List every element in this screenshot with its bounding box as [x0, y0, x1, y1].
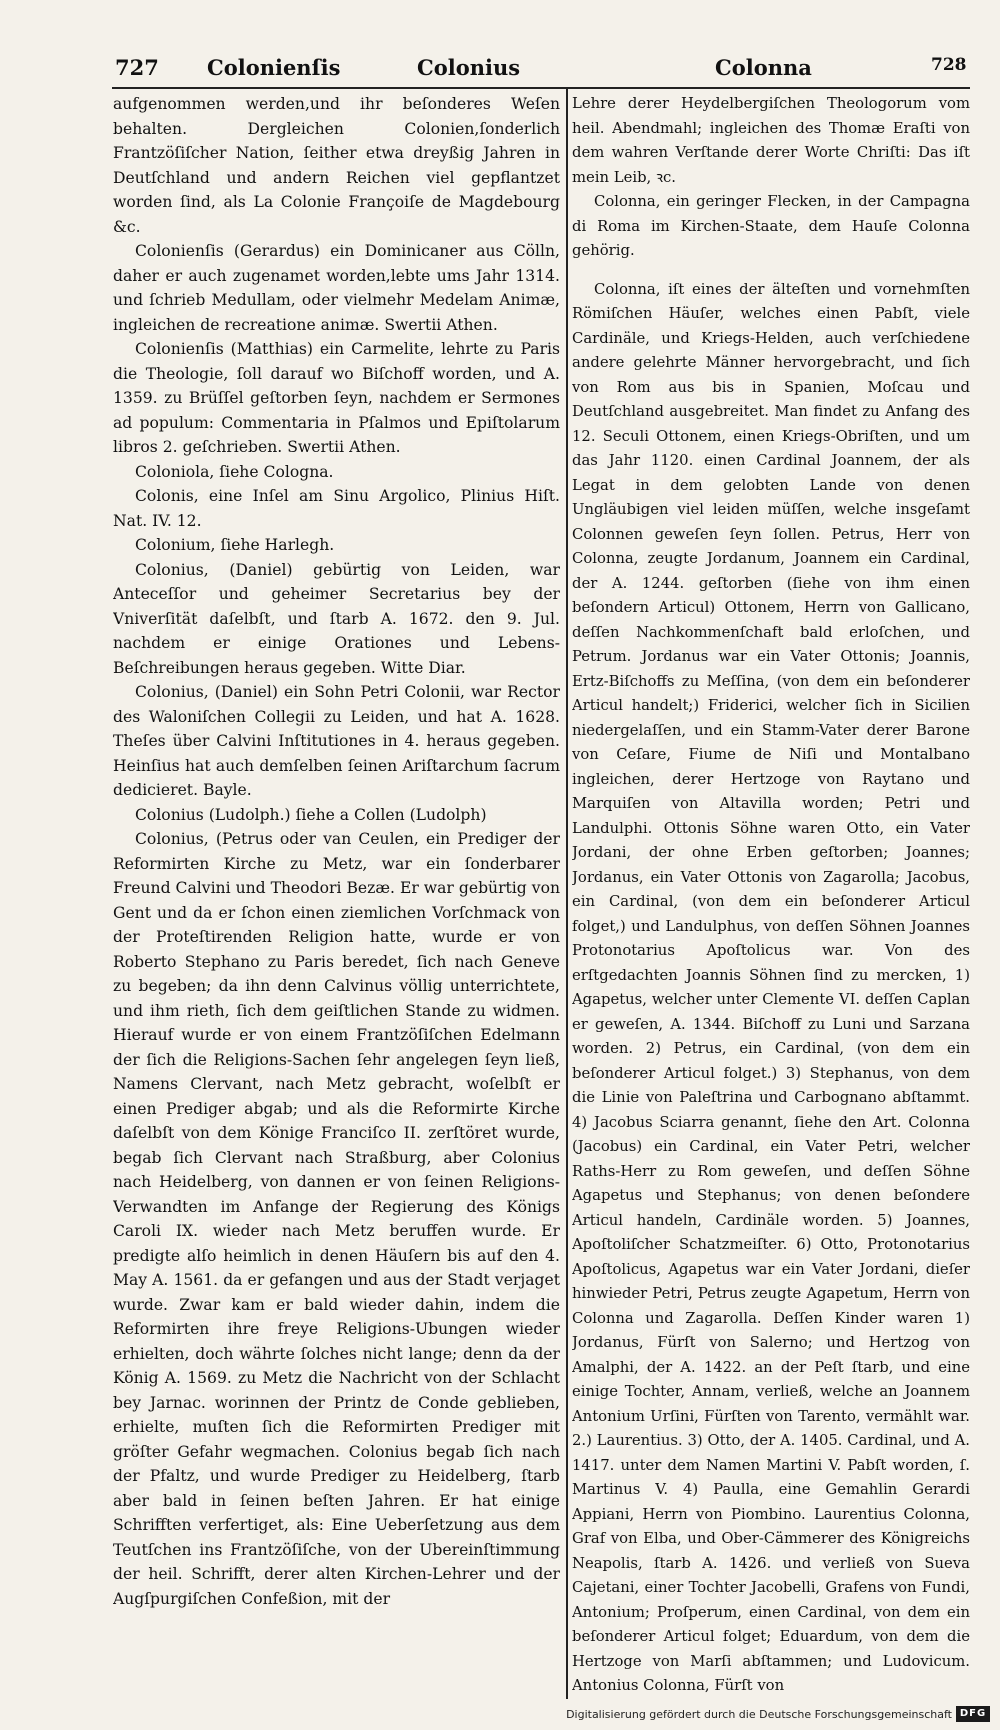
page-number-left: 727 [115, 55, 159, 80]
entry-colonius-daniel-2: Colonius, (Daniel) ein Sohn Petri Colonii, war Rector des Waloniſchen Collegii zu Leiden, und hat A. 1628. Theſes über Calvini Inſtitutiones in 4. heraus gegeben. Heinſius hat auch demſelben ſeinen Ariſtarchum ſacrum dedicieret. Bayle. [113, 683, 560, 799]
page-number-right: 728 [931, 55, 967, 75]
entry-colonium: Colonium, ſiehe Harlegh. [135, 536, 335, 554]
right-column [572, 92, 970, 1700]
entry-colonna-flecken: Colonna, ein geringer Flecken, in der Campagna di Roma im Kirchen-Staate, dem Hauſe Colonna gehörig. [572, 193, 970, 259]
left-column [113, 92, 560, 1700]
header-rule [112, 87, 970, 89]
footer-credit: Digitalisierung gefördert durch die Deutsche Forschungsgemeinschaft [566, 1707, 952, 1721]
header-catchword-center: Colonius [417, 55, 521, 80]
entry-colonius-ludolph: Colonius (Ludolph.) ſiehe a Collen (Ludolph) [135, 805, 487, 824]
entry-colonius-petrus: Colonius, (Petrus oder van Ceulen, ein Prediger der Reformirten Kirche zu Metz, war ein ſonderbarer Freund Calvini und Theodori Bezæ. Er war gebürtig von Gent und da er ſchon einen ziemlichen Vorſchmack von der Proteſtirenden Religion hatte, wurde er von Roberto Stephano zu Paris beredet, ſich nach Geneve zu begeben; da ihn denn Calvinus völlig unterrichtete, und ihm rieth, ſich dem geiſtlichen Stande zu widmen. Hierauf wurde er von einem Frantzöſiſchen Edelmann der ſich die Religions-Sachen ſehr angelegen ſeyn ließ, Namens Clervant, nach Metz gebracht, woſelbſt er einen Prediger abgab; und als die Reformirte Kirche daſelbſt von dem Könige Franciſco II. zerſtöret wurde, begab ſich Clervant nach Straßburg, aber Colonius nach Heidelberg, von dannen er von ſeinen Religions-Verwandten im Anfange der Regierung des Königs Caroli IX. wieder nach Metz beruffen wurde. Er predigte alſo heimlich in denen Häuſern bis auf den 4. May A. 1561. da er gefangen und aus der Stadt verjaget wurde. Zwar kam er bald wieder dahin, indem die Reformirten ihre freye Religions-Ubungen wieder erhielten, doch währte ſolches nicht lange; denn da der König A. 1569. zu Metz die Nachricht von der Schlacht bey Jarnac. worinnen der Printz de Conde geblieben, erhielte, muſten ſich die Reformirten Prediger mit gröſter Gefahr wegmachen. Colonius begab ſich nach der Pfaltz, und wurde Prediger zu Heidelberg, ſtarb aber bald in ſeinen beſten Jahren. Er hat einige Schrifften verfertiget, als: Eine Ueberſetzung aus dem Teutſchen ins Frantzöſiſche, von der Ubereinſtimmung der heil. Schrifft, derer alten Kirchen-Lehrer und der Augſpurgiſchen Confeßion, mit der [113, 830, 560, 1608]
digitization-footer [566, 1704, 990, 1724]
right-paragraph: Lehre derer Heydelbergiſchen Theologorum vom heil. Abendmahl; ingleichen des Thomæ Eraſti von dem wahren Verſtande derer Worte Chriſti: Das iſt mein Leib, ꝛc. [572, 95, 970, 186]
entry-coloniola: Coloniola, ſiehe Cologna. [135, 462, 334, 481]
left-paragraph: aufgenommen werden,und ihr beſonderes Weſen behalten. Dergleichen Colonien,ſonderlich Frantzöſiſcher Nation, ſeither etwa dreyßig Jahren in Deutſchland und andern Reichen viel gepflantzet worden ſind, als La Colonie Françoiſe de Magdebourg &c. [113, 95, 560, 236]
header-catchword-left: Colonienſis [207, 55, 341, 80]
entry-gerardus: Colonienſis (Gerardus) ein Dominicaner aus Cölln, daher er auch zugenamet worden,lebte ums Jahr 1314. und ſchrieb Medullam, oder vielmehr Medelam Animæ, ingleichen de recreatione animæ. Swertii Athen. [113, 242, 560, 334]
entry-colonna-haus: Colonna, iſt eines der älteſten und vornehmſten Römiſchen Häuſer, welches einen Pabſt, viele Cardinäle, und Kriegs-Helden, auch verſchiedene andere gelehrte Männer hervorgebracht, und ſich von Rom aus bis in Spanien, Moſcau und Deutſchland ausgebreitet. Man findet zu Anfang des 12. Seculi Ottonem, einen Kriegs-Obriſten, und um das Jahr 1120. einen Cardinal Joannem, der als Legat in dem gelobten Lande von denen Ungläubigen viel leiden müſſen, welche insgeſamt Colonnen geweſen ſeyn ſollen. Petrus, Herr von Colonna, zeugte Jordanum, Joannem ein Cardinal, der A. 1244. geſtorben (ſiehe von ihm einen beſondern Articul) Ottonem, Herrn von Gallicano, deſſen Nachkommenſchaft bald erloſchen, und Petrum. Jordanus war ein Vater Ottonis; Joannis, Ertz-Biſchoffs zu Meſſina, (von dem ein beſonderer Articul handelt;) Friderici, welcher ſich in Sicilien niedergelaſſen, und ein Stamm-Vater derer Barone von Ceſare, Fiume de Niſi und Montalbano ingleichen, derer Hertzoge von Raytano und Marquiſen von Altavilla worden; Petri und Landulphi. Ottonis Söhne waren Otto, ein Vater Jordani, der ohne Erben geſtorben; Joannes; Jordanus, ein Vater Ottonis von Zagarolla; Jacobus, ein Cardinal, (von dem ein beſonderer Articul folget,) und Landulphus, von deſſen Söhnen Joannes Protonotarius Apoſtolicus war. Von des erſtgedachten Joannis Söhnen ſind zu mercken, 1) Agapetus, welcher unter Clemente VI. deſſen Caplan er geweſen, A. 1344. Biſchoff zu Luni und Sarzana worden. 2) Petrus, ein Cardinal, (von dem ein beſonderer Articul folget.) 3) Stephanus, von dem die Linie von Paleſtrina und Carbognano abſtammt. 4) Jacobus Sciarra genannt, ſiehe den Art. Colonna (Jacobus) ein Cardinal, ein Vater Petri, welcher Raths-Herr zu Rom geweſen, und deſſen Söhne Agapetus und Stephanus; von denen beſondere Articul handeln, Cardinäle worden. 5) Joannes, Apoſtoliſcher Schatzmeiſter. 6) Otto, Protonotarius Apoſtolicus, Agapetus war ein Vater Jordani, dieſer hinwieder Petri, Petrus zeugte Agapetum, Herrn von Colonna und Zagarolla. Deſſen Kinder waren 1) Jordanus, Fürſt von Salerno; und Hertzog von Amalphi, der A. 1422. an der Peſt ſtarb, und eine einige Tochter, Annam, verließ, welche an Joannem Antonium Urſini, Fürſten von Tarento, vermählt war. 2.) Laurentius. 3) Otto, der A. 1405. Cardinal, und A. 1417. unter dem Namen Martini V. Pabſt worden, ſ. Martinus V. 4) Paulla, eine Gemahlin Gerardi Appiani, Herrn von Piombino. Laurentius Colonna, Graf von Elba, und Ober-Cämmerer des Königreichs Neapolis, ſtarb A. 1426. und verließ von Sueva Cajetani, einer Tochter Jacobelli, Grafens von Fundi, Antonium; Proſperum, einen Cardinal, von dem ein beſonderer Articul folget; Eduardum, von dem die Hertzoge von Marſi abſtammen; und Ludovicum. Antonius Colonna, Fürſt von [572, 280, 970, 1694]
entry-colonius-daniel-1: Colonius, (Daniel) gebürtig von Leiden, war Anteceſſor und geheimer Secretarius bey der Vniverſität daſelbſt, und ſtarb A. 1672. den 9. Jul. nachdem er einige Orationes und Lebens-Beſchreibungen heraus gegeben. Witte Diar. [113, 560, 560, 677]
column-divider [566, 89, 568, 1699]
header-catchword-right: Colonna [715, 55, 812, 80]
running-header [115, 55, 970, 85]
dfg-logo: DFG [956, 1706, 990, 1722]
entry-colonis: Colonis, eine Inſel am Sinu Argolico, Plinius Hiſt. Nat. IV. 12. [113, 487, 560, 530]
entry-matthias: Colonienſis (Matthias) ein Carmelite, lehrte zu Paris die Theologie, ſoll darauf wo Biſchoff worden, und A. 1359. zu Brüſſel geſtorben ſeyn, nachdem er Sermones ad populum: Commentaria in Pſalmos und Epiſtolarum libros 2. geſchrieben. Swertii Athen. [113, 340, 560, 456]
